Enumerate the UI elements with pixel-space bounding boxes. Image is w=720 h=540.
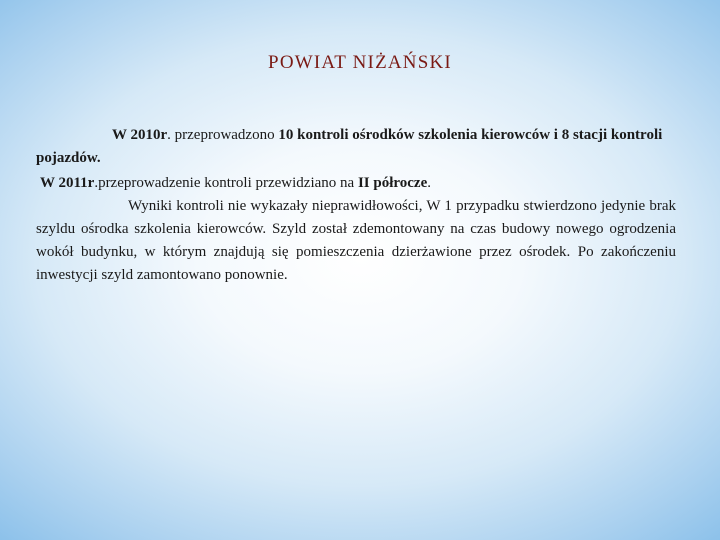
paragraph-2010-bold: 10 kontroli ośrodków szkolenia kierowców i 8 stacji kontroli pojazdów.	[36, 127, 663, 166]
year-2011: W 2011r	[40, 175, 95, 191]
paragraph-2010	[36, 124, 676, 170]
paragraph-2011-bold: II półrocze	[357, 175, 428, 191]
paragraph-2011-text: .przeprowadzenie kontroli przewidziano na	[94, 175, 358, 191]
year-2010: W 2010r	[112, 127, 168, 143]
paragraph-2010-text: . przeprowadzono	[167, 127, 279, 143]
paragraph-2011	[36, 172, 676, 195]
paragraph-2011-end: .	[427, 175, 431, 191]
paragraph-results: Wyniki kontroli nie wykazały nieprawidłowości, W 1 przypadku stwierdzono jedynie brak szyldu ośrodka szkolenia kierowców. Szyld został zdemontowany na czas budowy nowego ogrodzenia wokół budynku, w którym znajdują się pomieszczenia dzierżawione przez ośrodek. Po zakończeniu inwestycji szyld zamontowano ponownie.	[36, 198, 676, 283]
document-body	[36, 124, 676, 287]
page-title: POWIAT NIŻAŃSKI	[268, 52, 452, 73]
